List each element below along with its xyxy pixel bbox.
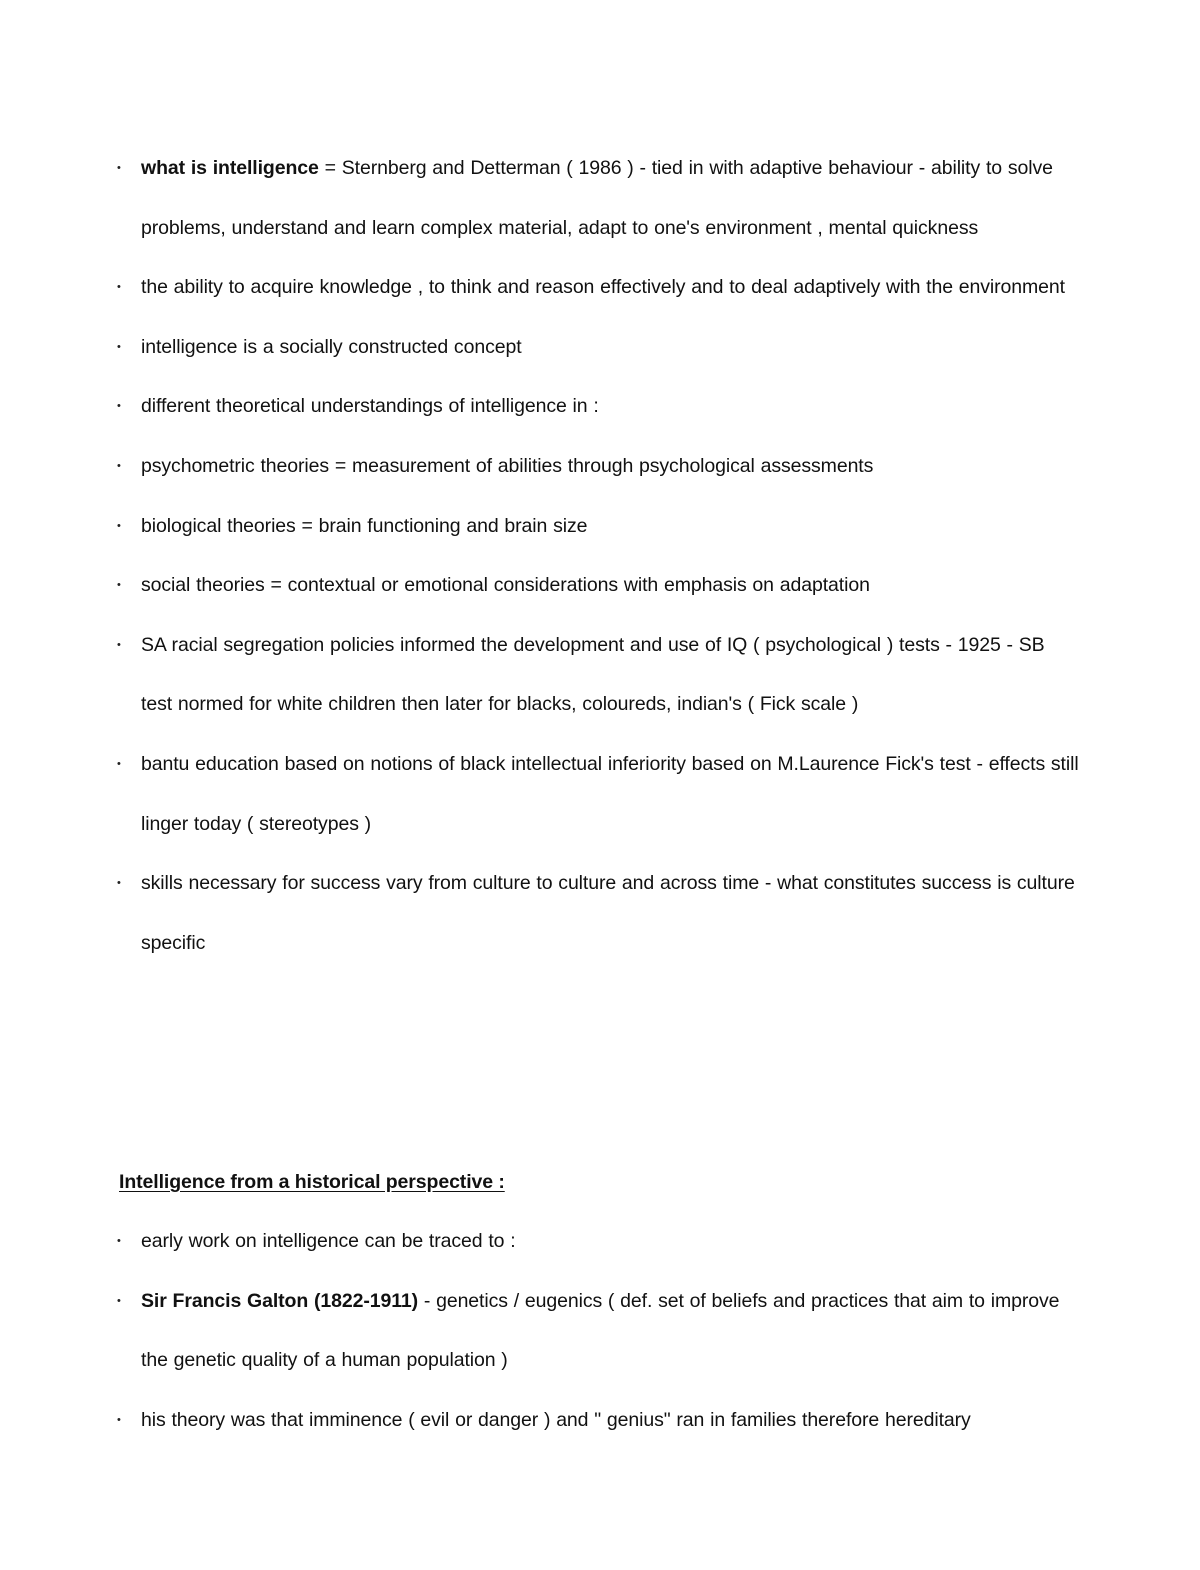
list-item bbox=[0, 1212, 1081, 1272]
item-text: intelligence is a socially constructed concept bbox=[141, 335, 522, 358]
list-item bbox=[0, 139, 1081, 258]
item-text: - genetics / eugenics ( def. set of beliefs and practices that aim to improve the genetic quality of a human population ) bbox=[141, 1289, 1060, 1372]
item-text: bantu education based on notions of black intellectual inferiority based on M.Laurence Fick's test - effects still linger today ( stereotypes ) bbox=[141, 752, 1079, 835]
item-text: biological theories = brain functioning and brain size bbox=[141, 514, 588, 537]
list-item bbox=[0, 437, 1081, 497]
item-text: his theory was that imminence ( evil or danger ) and " genius" ran in families therefore hereditary bbox=[141, 1408, 971, 1431]
list-item bbox=[0, 258, 1081, 318]
item-text: SA racial segregation policies informed the development and use of IQ ( psychological ) tests - 1925 - SB test normed for white children then later for blacks, coloureds, indian's ( Fick scale ) bbox=[141, 633, 1045, 716]
item-text: social theories = contextual or emotional considerations with emphasis on adaptation bbox=[141, 574, 870, 597]
bullet-icon: • bbox=[117, 638, 121, 651]
section-heading: Intelligence from a historical perspective : bbox=[119, 1171, 505, 1193]
list-item bbox=[0, 377, 1081, 437]
history-notes-list bbox=[0, 1212, 1200, 1450]
list-item bbox=[0, 1391, 1081, 1451]
item-text: = Sternberg and Detterman ( 1986 ) - tied in with adaptive behaviour - ability to solve problems, understand and learn complex material, adapt to one's environment , mental quickness bbox=[141, 157, 1053, 239]
item-text: the ability to acquire knowledge , to think and reason effectively and to deal adaptively with the environment bbox=[141, 276, 1065, 299]
bullet-icon: • bbox=[117, 400, 121, 413]
list-item bbox=[0, 1272, 1081, 1391]
list-item bbox=[0, 497, 1081, 557]
notes-list bbox=[0, 139, 1200, 973]
term-bold: Sir Francis Galton (1822-1911) bbox=[141, 1289, 419, 1312]
bullet-icon: • bbox=[117, 757, 121, 770]
bullet-icon: • bbox=[117, 281, 121, 294]
bullet-icon: • bbox=[117, 1294, 121, 1307]
item-text: psychometric theories = measurement of abilities through psychological assessments bbox=[141, 454, 874, 477]
item-text: skills necessary for success vary from culture to culture and across time - what constitutes success is culture specific bbox=[141, 872, 1075, 954]
list-item bbox=[0, 854, 1081, 973]
bullet-icon: • bbox=[117, 519, 121, 532]
item-text: different theoretical understandings of intelligence in : bbox=[141, 395, 599, 418]
bullet-icon: • bbox=[117, 579, 121, 592]
bullet-icon: • bbox=[117, 877, 121, 890]
list-item bbox=[0, 735, 1081, 854]
item-text: early work on intelligence can be traced to : bbox=[141, 1230, 516, 1252]
bullet-icon: • bbox=[117, 1235, 121, 1247]
list-item bbox=[0, 318, 1081, 378]
term-bold: what is intelligence bbox=[141, 157, 319, 179]
bullet-icon: • bbox=[117, 459, 121, 472]
list-item bbox=[0, 616, 1081, 735]
bullet-icon: • bbox=[117, 162, 121, 174]
bullet-icon: • bbox=[117, 1413, 121, 1426]
bullet-icon: • bbox=[117, 340, 121, 353]
list-item bbox=[0, 556, 1081, 616]
